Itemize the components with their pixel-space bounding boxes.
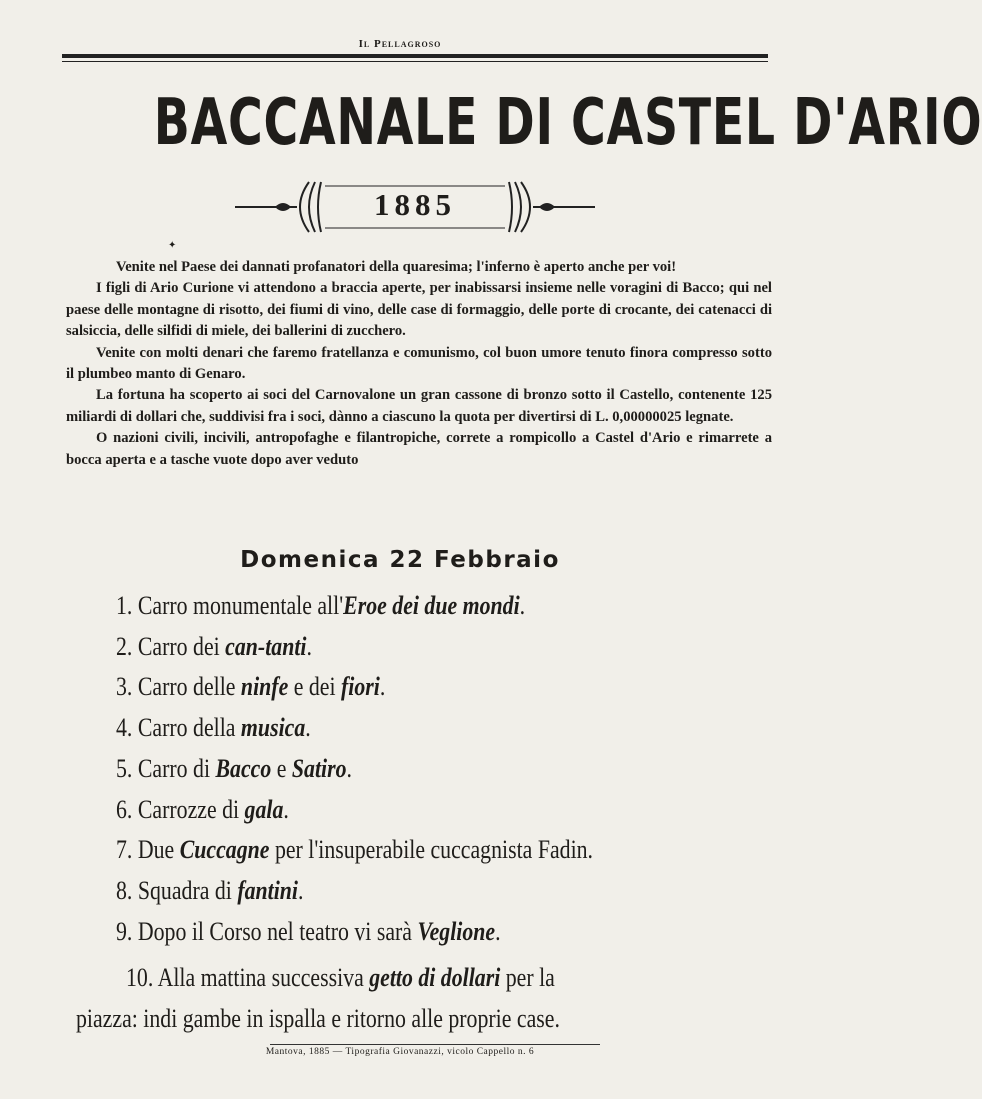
event-date: Domenica 22 Febbraio (240, 547, 560, 573)
program-item: 8. Squadra di fantini. (116, 875, 304, 905)
printer-imprint: Mantova, 1885 — Tipografia Giovanazzi, vicolo Cappello n. 6 (265, 1047, 535, 1057)
header-rule-thin (62, 61, 768, 62)
intro-paragraph: Venite nel Paese dei dannati profanatori della quaresima; l'inferno è aperto anche per voi! (116, 259, 677, 275)
program-item: 3. Carro delle ninfe e dei fiori. (116, 672, 386, 702)
intro-paragraph: Venite con molti denari che faremo fratellanza e comunismo, col buon umore tenuto finora compresso sotto il plumbeo manto di Genaro. (66, 344, 772, 383)
program-list (116, 586, 781, 952)
year-ornament (235, 176, 595, 238)
program-item: 7. Due Cuccagne per l'insuperabile cuccagnista Fadin. (116, 835, 594, 865)
intro-text (66, 257, 772, 471)
intro-paragraph: O nazioni civili, incivili, antropofaghe e filantropiche, correte a rompicollo a Castel d'Ario e rimarrete a bocca aperta e a tasche vuote dopo aver veduto (66, 430, 772, 468)
ornament-dot-icon: ✦ (168, 240, 177, 251)
intro-paragraph: La fortuna ha scoperto ai soci del Carnovalone un gran cassone di bronzo sotto il Castello, contenente 125 miliardi di dollari che, suddivisi fra i soci, dànno a ciascuno la quota per divertirsi di L. 0,00000025 legnate. (66, 387, 772, 425)
program-item: 2. Carro dei can-tanti. (116, 631, 312, 661)
program-item: 6. Carrozze di gala. (116, 794, 289, 824)
poster-title: BACCANALE DI CASTEL D'ARIO (153, 86, 982, 160)
program-item: 1. Carro monumentale all'Eroe dei due mondi. (116, 591, 526, 620)
header-rule-thick (62, 54, 768, 58)
program-item: 9. Dopo il Corso nel teatro vi sarà Veglione. (116, 916, 501, 946)
program-item-last: 10. Alla mattina successiva getto di dollari per la piazza: indi gambe in ispalla e ritorno alle proprie case. (76, 963, 560, 1033)
program-item: 5. Carro di Bacco e Satiro. (116, 753, 352, 783)
footer-rule (270, 1044, 600, 1045)
running-title: Il Pellagroso (358, 38, 442, 50)
poster-year: 1885 (374, 187, 456, 222)
intro-paragraph: I figli di Ario Curione vi attendono a braccia aperte, per inabissarsi insieme nelle voragini di Bacco; qui nel paese delle montagne di risotto, dei fiumi di vino, delle case di formaggio, delle porte di crocante, dei catenacci di salsiccia, delle silfidi di miele, dei ballerini di zucchero. (66, 280, 772, 340)
program-item: 4. Carro della musica. (116, 713, 311, 743)
